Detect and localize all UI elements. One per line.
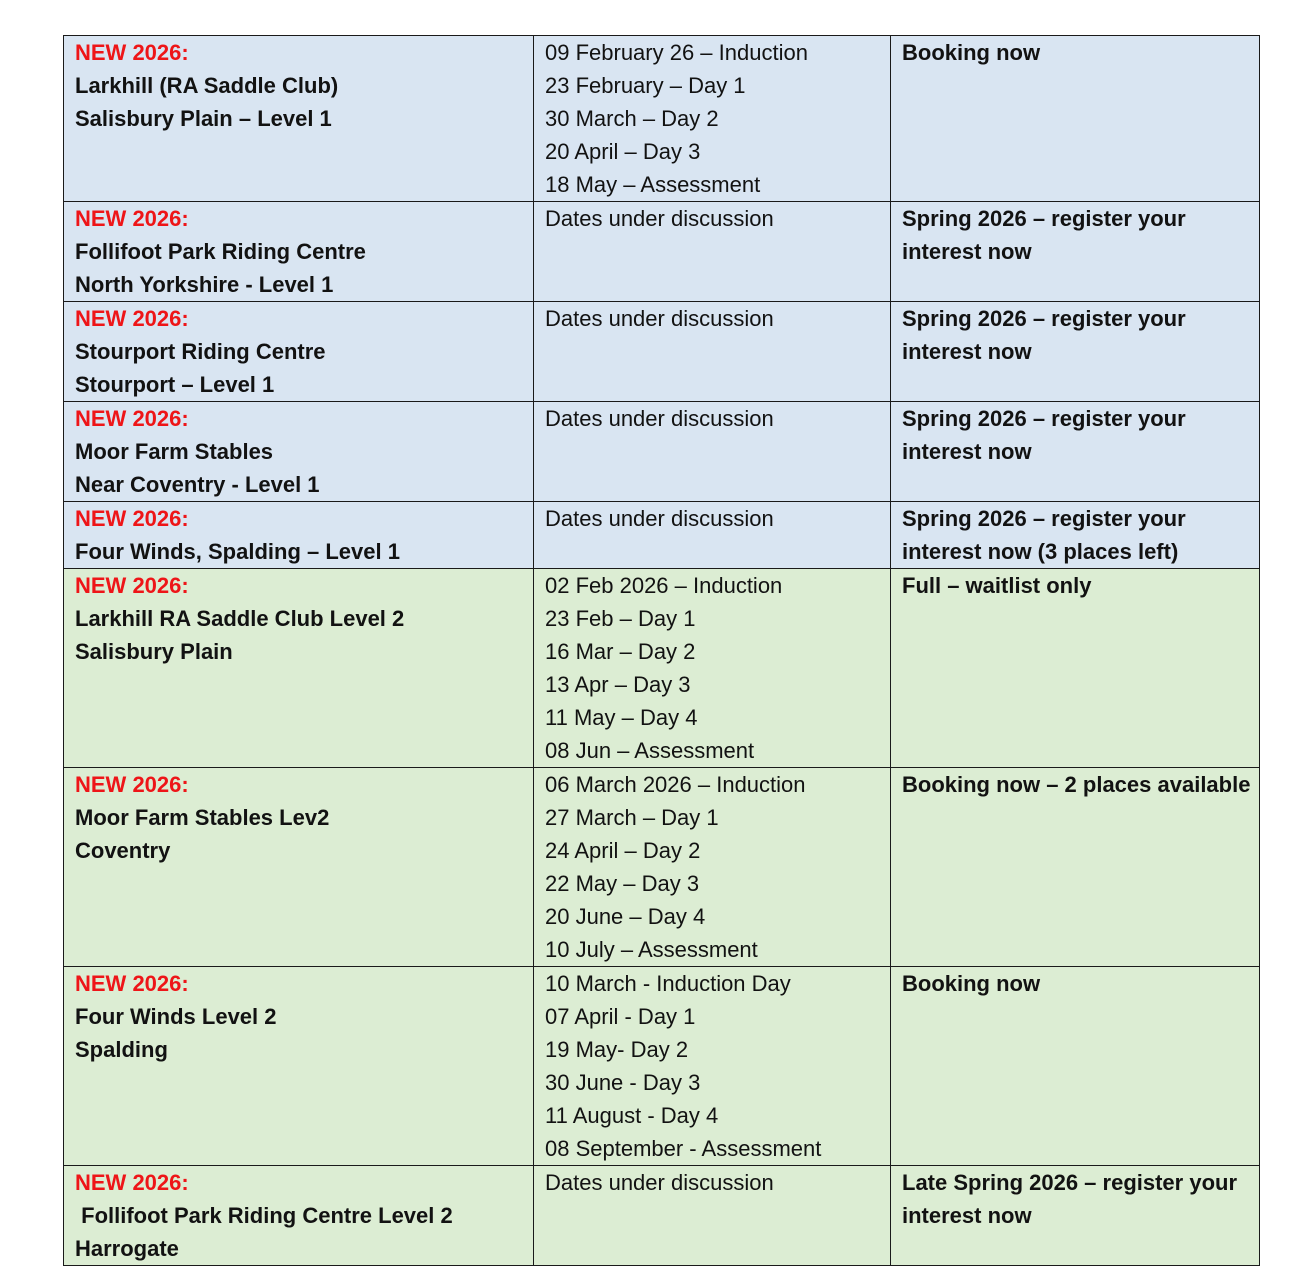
status-text: Booking now	[902, 971, 1041, 996]
date-line: 19 May- Day 2	[545, 1037, 689, 1062]
dates-cell	[534, 302, 891, 402]
table-row	[64, 569, 1260, 768]
new-2026-tag: NEW 2026:	[75, 971, 189, 996]
table-row	[64, 1166, 1260, 1266]
date-line: 30 March – Day 2	[545, 106, 719, 131]
new-2026-tag: NEW 2026:	[75, 206, 189, 231]
course-cell	[64, 402, 534, 502]
date-line: 11 August - Day 4	[545, 1103, 719, 1128]
date-line: 23 Feb – Day 1	[545, 606, 696, 631]
date-line: 07 April - Day 1	[545, 1004, 696, 1029]
dates-cell	[534, 967, 891, 1166]
date-line: 13 Apr – Day 3	[545, 672, 691, 697]
date-line: 22 May – Day 3	[545, 871, 700, 896]
date-line: 23 February – Day 1	[545, 73, 746, 98]
course-cell	[64, 302, 534, 402]
course-name-line: Stourport – Level 1	[75, 372, 275, 397]
course-cell	[64, 967, 534, 1166]
course-name-line: Follifoot Park Riding Centre Level 2	[75, 1203, 453, 1228]
status-text: Spring 2026 – register your interest now	[902, 306, 1192, 364]
course-name-line: Harrogate	[75, 1236, 179, 1261]
date-line: 20 June – Day 4	[545, 904, 706, 929]
new-2026-tag: NEW 2026:	[75, 506, 189, 531]
dates-cell	[534, 36, 891, 202]
date-line: 09 February 26 – Induction	[545, 40, 808, 65]
status-cell	[891, 967, 1260, 1166]
date-line: 06 March 2026 – Induction	[545, 772, 806, 797]
course-name-line: Moor Farm Stables Lev2	[75, 805, 330, 830]
date-line: 20 April – Day 3	[545, 139, 701, 164]
course-schedule-table-wrap	[63, 35, 1260, 1266]
table-row	[64, 202, 1260, 302]
new-2026-tag: NEW 2026:	[75, 573, 189, 598]
status-text: Booking now – 2 places available	[902, 772, 1251, 797]
date-line: Dates under discussion	[545, 306, 774, 331]
status-text: Spring 2026 – register your interest now (3 places left)	[902, 506, 1192, 564]
dates-cell	[534, 502, 891, 569]
course-name-line: Salisbury Plain	[75, 639, 233, 664]
date-line: 11 May – Day 4	[545, 705, 698, 730]
date-line: Dates under discussion	[545, 1170, 774, 1195]
date-line: 30 June - Day 3	[545, 1070, 701, 1095]
course-name-line: Moor Farm Stables	[75, 439, 274, 464]
dates-cell	[534, 202, 891, 302]
date-line: 24 April – Day 2	[545, 838, 701, 863]
course-name-line: Coventry	[75, 838, 171, 863]
dates-cell	[534, 569, 891, 768]
table-row	[64, 768, 1260, 967]
date-line: 10 July – Assessment	[545, 937, 758, 962]
date-line: 18 May – Assessment	[545, 172, 761, 197]
course-name-line: Near Coventry - Level 1	[75, 472, 320, 497]
course-cell	[64, 36, 534, 202]
course-cell	[64, 1166, 534, 1266]
status-text: Spring 2026 – register your interest now	[902, 206, 1192, 264]
table-row	[64, 302, 1260, 402]
new-2026-tag: NEW 2026:	[75, 40, 189, 65]
course-name-line: Four Winds Level 2	[75, 1004, 277, 1029]
new-2026-tag: NEW 2026:	[75, 1170, 189, 1195]
status-cell	[891, 569, 1260, 768]
new-2026-tag: NEW 2026:	[75, 406, 189, 431]
course-name-line: Larkhill (RA Saddle Club)	[75, 73, 339, 98]
date-line: 16 Mar – Day 2	[545, 639, 696, 664]
status-text: Late Spring 2026 – register your interest now	[902, 1170, 1244, 1228]
new-2026-tag: NEW 2026:	[75, 772, 189, 797]
table-row	[64, 502, 1260, 569]
course-cell	[64, 569, 534, 768]
status-text: Full – waitlist only	[902, 573, 1092, 598]
date-line: Dates under discussion	[545, 506, 774, 531]
course-name-line: Stourport Riding Centre	[75, 339, 326, 364]
course-cell	[64, 768, 534, 967]
status-cell	[891, 202, 1260, 302]
date-line: 08 September - Assessment	[545, 1136, 822, 1161]
date-line: 27 March – Day 1	[545, 805, 719, 830]
course-name-line: Larkhill RA Saddle Club Level 2	[75, 606, 405, 631]
course-name-line: Follifoot Park Riding Centre	[75, 239, 366, 264]
status-cell	[891, 402, 1260, 502]
date-line: 02 Feb 2026 – Induction	[545, 573, 783, 598]
status-cell	[891, 302, 1260, 402]
date-line: 08 Jun – Assessment	[545, 738, 755, 763]
status-cell	[891, 502, 1260, 569]
status-cell	[891, 36, 1260, 202]
new-2026-tag: NEW 2026:	[75, 306, 189, 331]
course-cell	[64, 502, 534, 569]
course-schedule-table	[63, 35, 1260, 1266]
table-row	[64, 36, 1260, 202]
status-text: Spring 2026 – register your interest now	[902, 406, 1192, 464]
course-table-body	[64, 36, 1260, 1266]
table-row	[64, 402, 1260, 502]
dates-cell	[534, 402, 891, 502]
date-line: Dates under discussion	[545, 206, 774, 231]
course-name-line: Four Winds, Spalding – Level 1	[75, 539, 400, 564]
status-text: Booking now	[902, 40, 1041, 65]
course-name-line: Salisbury Plain – Level 1	[75, 106, 332, 131]
table-row	[64, 967, 1260, 1166]
date-line: 10 March - Induction Day	[545, 971, 791, 996]
status-cell	[891, 1166, 1260, 1266]
dates-cell	[534, 1166, 891, 1266]
course-cell	[64, 202, 534, 302]
course-name-line: North Yorkshire - Level 1	[75, 272, 334, 297]
dates-cell	[534, 768, 891, 967]
status-cell	[891, 768, 1260, 967]
course-name-line: Spalding	[75, 1037, 168, 1062]
date-line: Dates under discussion	[545, 406, 774, 431]
